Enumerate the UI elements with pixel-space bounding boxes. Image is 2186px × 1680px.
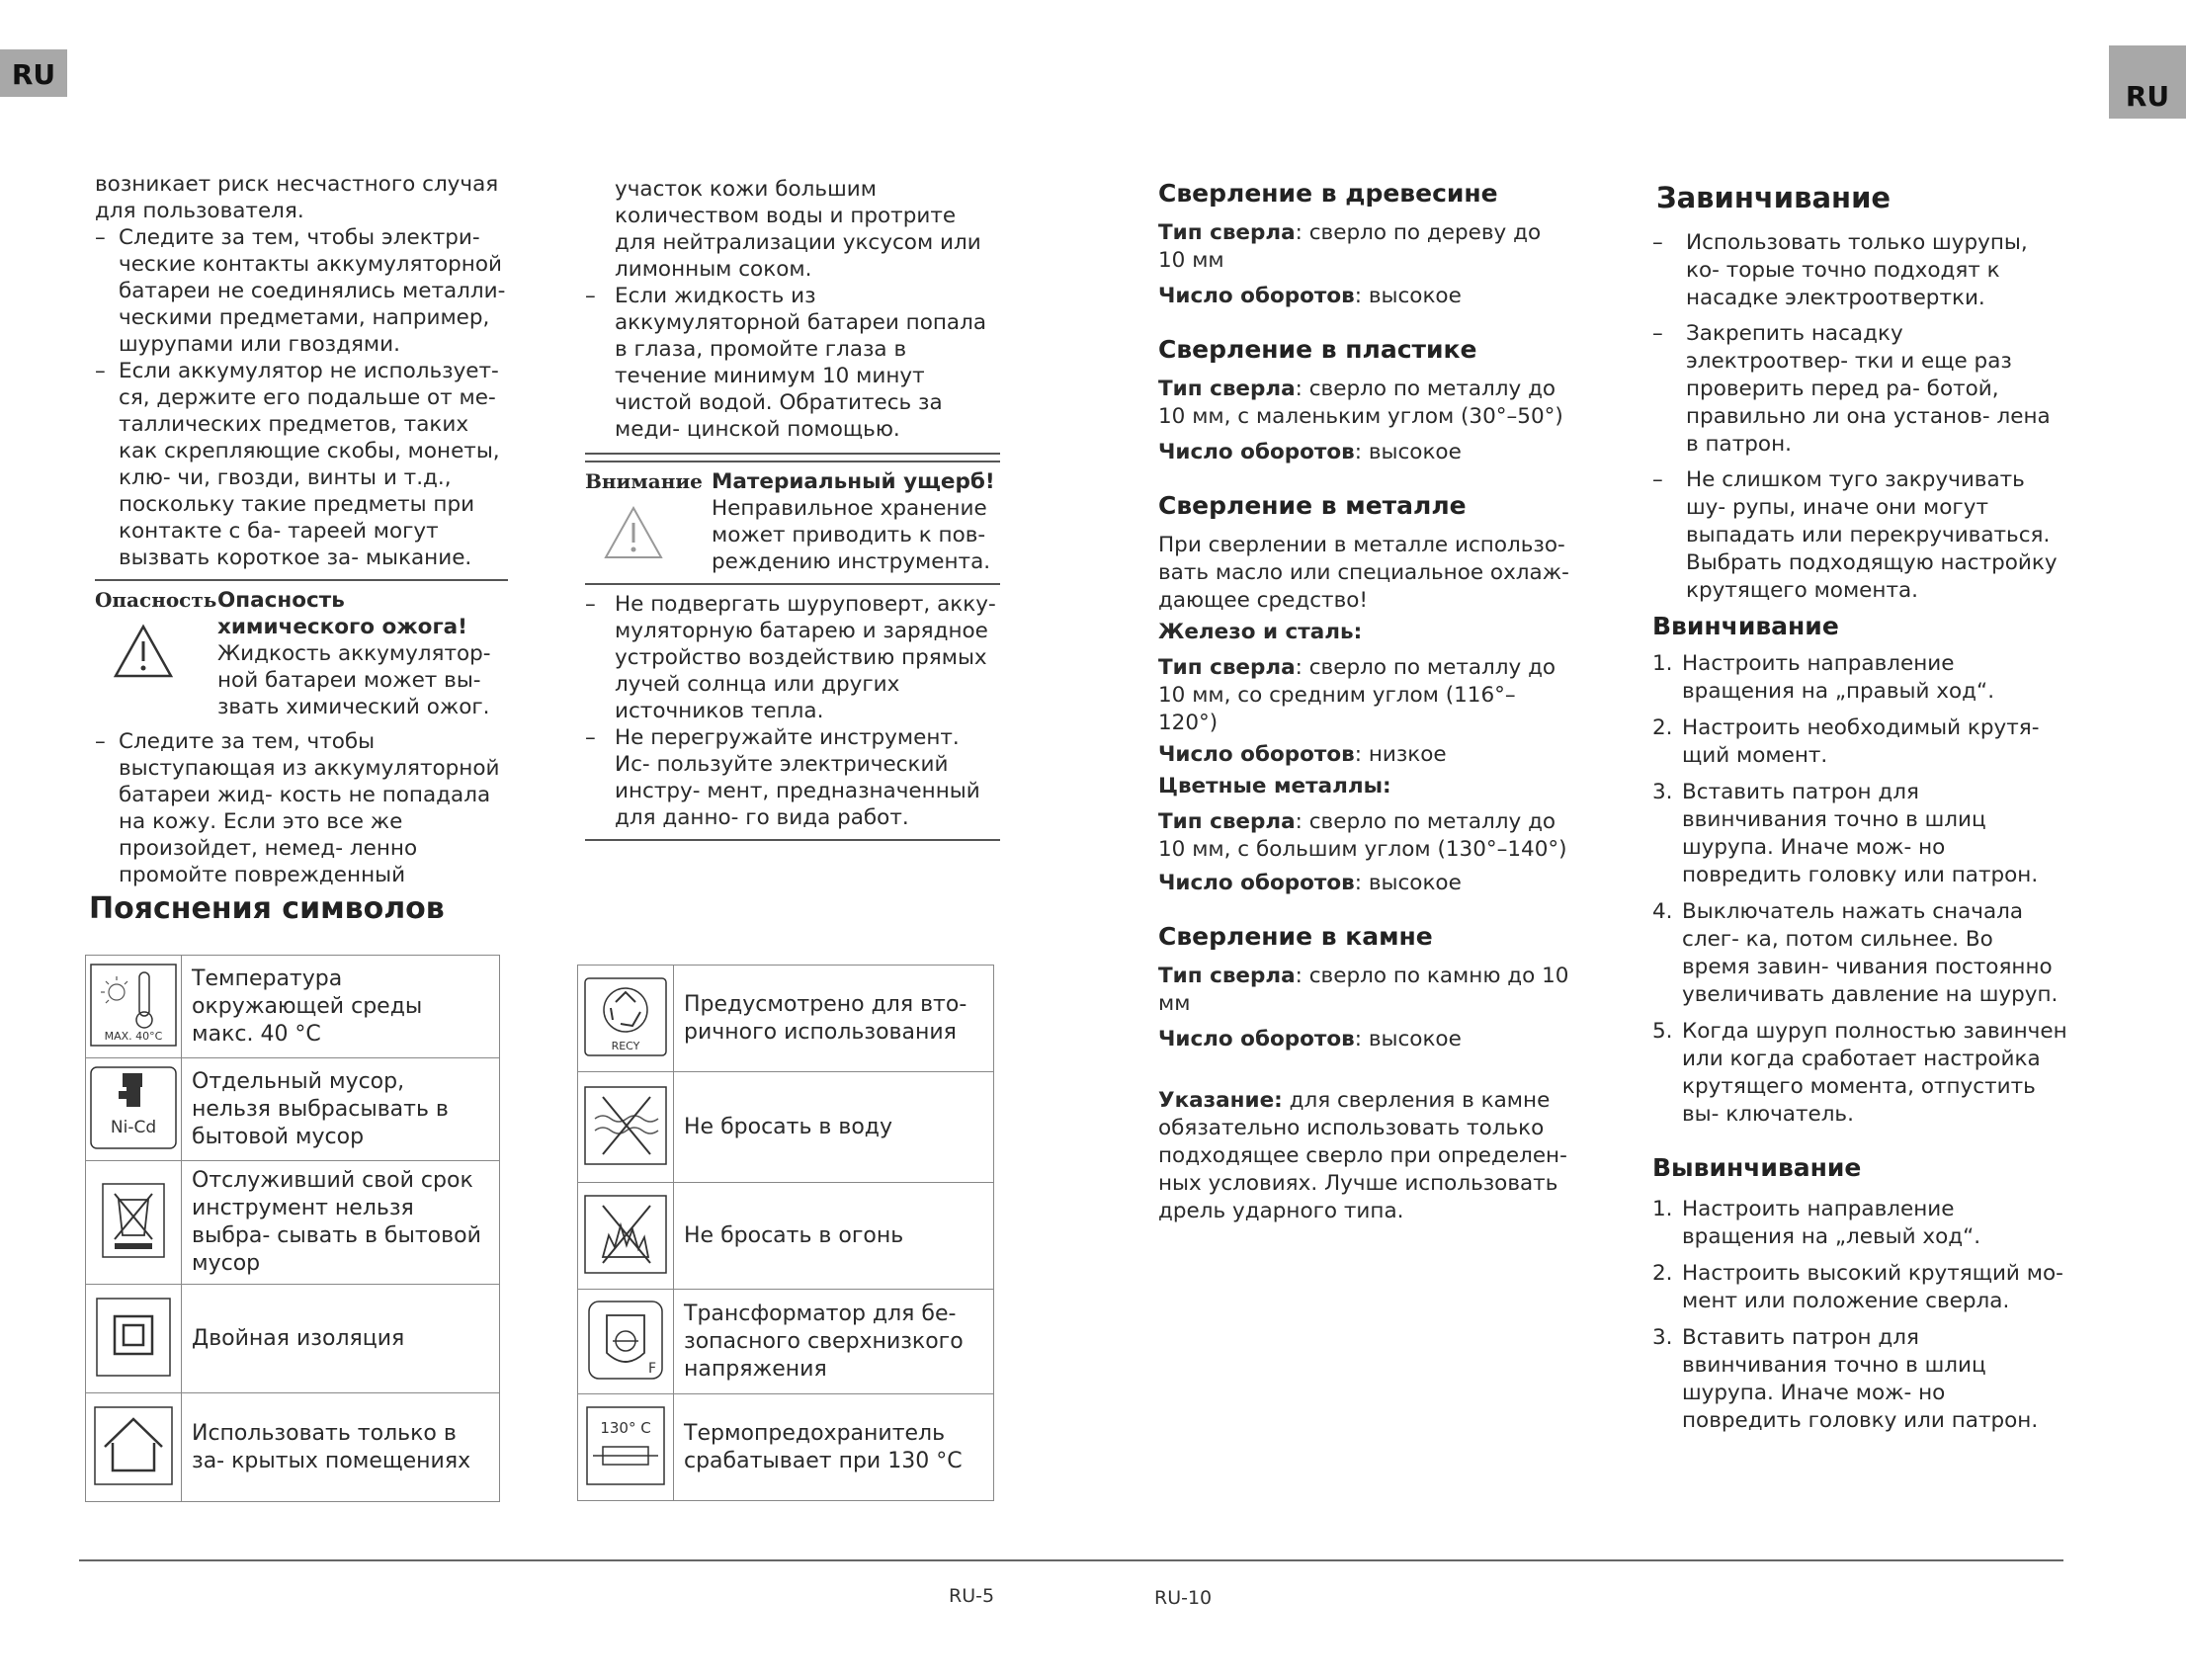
right-column-1	[1158, 180, 1573, 1225]
list-item: – Следите за тем, чтобы электри- ческие контакты аккумуляторной батареи не соединялись металли- ческими предметами, например, шурупами или гвоздями.	[95, 225, 506, 357]
divider	[585, 583, 1000, 585]
symbol-description: Не бросать в огонь	[674, 1183, 994, 1290]
attention-notice	[585, 468, 1000, 575]
symbols-table-right	[577, 965, 994, 1501]
list-item: 1. Настроить направление вращения на „правый ход“.	[1652, 651, 1995, 704]
symbol-description: Использовать только в за- крытых помещениях	[182, 1393, 500, 1502]
list-item: 2. Настроить необходимый крутя- щий момент.	[1652, 715, 2040, 768]
attention-text: Неправильное хранение может приводить к пов- реждению инструмента.	[712, 496, 991, 574]
note: Указание: для сверления в камне обязательно использовать только подходящее сверло при определен- ных условиях. Лучше использовать дрель ударного типа.	[1158, 1088, 1567, 1223]
warning-triangle-icon	[113, 624, 217, 686]
svg-text:F: F	[647, 1360, 657, 1377]
list-item: 3. Вставить патрон для ввинчивания точно в шлиц шурупа. Иначе мож- но повредить головку или патрон.	[1652, 1325, 2039, 1433]
house-icon	[89, 1403, 178, 1492]
table-row	[578, 966, 994, 1072]
page-number-right: RU-10	[1154, 1587, 1213, 1609]
drill-type: Тип сверла: сверло по металлу до 10 мм, с большим углом (130°–140°)	[1158, 809, 1567, 862]
warning-triangle-icon	[603, 505, 712, 567]
table-row	[86, 1393, 500, 1502]
speed: Число оборотов: низкое	[1158, 742, 1447, 767]
symbol-description: Двойная изоляция	[182, 1285, 500, 1393]
crossed-bin-icon	[89, 1178, 178, 1267]
list-item: 2. Настроить высокий крутящий мо- мент или положение сверла.	[1652, 1261, 2063, 1313]
list-item: – Если жидкость из аккумуляторной батареи попала в глаза, промойте глаза в течение минимум 10 минут чистой водой. Обратитесь за меди- цинской помощью.	[585, 284, 987, 442]
intro-text: возникает риск несчастного случая для пользователя.	[95, 172, 499, 223]
table-row	[86, 1058, 500, 1161]
divider	[585, 453, 1000, 455]
attention-title: Материальный ущерб!	[712, 469, 995, 494]
no-water-icon	[581, 1083, 670, 1172]
language-tab-left: RU	[0, 49, 67, 97]
continued-text: участок кожи большим количеством воды и протрите для нейтрализации уксусом или лимонным соком.	[615, 177, 981, 282]
table-row	[578, 1290, 994, 1394]
list-item: 4. Выключатель нажать сначала слег- ка, потом сильнее. Во время завин- чивания постоянно увеличивать давление на шуруп.	[1652, 899, 2059, 1007]
section-heading: Сверление в пластике	[1158, 335, 1477, 364]
section-heading: Ввинчивание	[1652, 612, 1839, 640]
svg-text:MAX. 40°C: MAX. 40°C	[104, 1029, 163, 1043]
symbol-description: Трансформатор для бе- зопасного сверхнизкого напряжения	[674, 1290, 994, 1394]
list-item: – Не подвергать шуруповерт, акку- муляторную батарею и зарядное устройство воздействию прямых лучей солнца или других источников тепла.	[585, 592, 996, 723]
double-insulation-icon	[89, 1295, 178, 1384]
danger-text: Жидкость аккумулятор- ной батареи может вы- звать химический ожог.	[217, 641, 491, 719]
table-row	[578, 1394, 994, 1501]
list-item: – Не перегружайте инструмент. Ис- пользуйте электрический инстру- мент, предназначенный для данно- го вида работ.	[585, 725, 980, 830]
list-item: – Не слишком туго закручивать шу- рупы, иначе они могут выпадать или перекручиваться. Выбрать подходящую настройку крутящего момента.	[1652, 467, 2058, 603]
sub-label: Железо и сталь:	[1158, 620, 1363, 644]
svg-text:RECY: RECY	[611, 1039, 640, 1052]
speed: Число оборотов: высокое	[1158, 284, 1462, 308]
svg-text:130° C: 130° C	[600, 1418, 651, 1437]
list-item: – Следите за тем, чтобы выступающая из аккумуляторной батареи жид- кость не попадала на кожу. Если это все же произойдет, немед- ленно промойте поврежденный	[95, 729, 500, 887]
drill-type: Тип сверла: сверло по камню до 10 мм	[1158, 964, 1569, 1016]
danger-label: Опасность	[95, 588, 217, 612]
list-item: – Использовать только шурупы, ко- торые точно подходят к насадке электроотвертки.	[1652, 230, 2028, 310]
drill-type: Тип сверла: сверло по дереву до 10 мм	[1158, 220, 1542, 273]
danger-notice	[95, 587, 508, 720]
language-tab-right: RU	[2109, 45, 2186, 119]
symbol-description: Не бросать в воду	[674, 1072, 994, 1183]
symbol-description: Термопредохранитель срабатывает при 130 °C	[674, 1394, 994, 1501]
footer-rule	[79, 1559, 2063, 1561]
table-row	[86, 956, 500, 1058]
symbol-description: Предусмотрено для вто- ричного использования	[674, 966, 994, 1072]
sub-label: Цветные металлы:	[1158, 774, 1391, 798]
symbols-heading: Пояснения символов	[89, 891, 445, 926]
danger-title: Опасность химического ожога!	[217, 588, 467, 639]
section-heading: Сверление в камне	[1158, 922, 1433, 951]
speed: Число оборотов: высокое	[1158, 871, 1462, 895]
symbol-description: Отслуживший свой срок инструмент нельзя выбра- сывать в бытовой мусор	[182, 1161, 500, 1285]
recycle-icon	[581, 974, 670, 1063]
divider	[585, 461, 1000, 462]
table-row	[578, 1183, 994, 1290]
battery-disposal-icon	[89, 1065, 178, 1154]
section-heading: Завинчивание	[1656, 181, 1892, 214]
list-item: – Если аккумулятор не использует- ся, держите его подальше от ме- таллических предметов, таких как скрепляющие скобы, монеты, клю- чи, гвозди, винты и т.д., поскольку такие предметы при контакте с ба- тареей могут вызвать короткое за- мыкание.	[95, 359, 500, 570]
transformer-icon	[581, 1298, 670, 1386]
list-item: 3. Вставить патрон для ввинчивания точно в шлиц шурупа. Иначе мож- но повредить головку или патрон.	[1652, 780, 2039, 887]
speed: Число оборотов: высокое	[1158, 1027, 1462, 1051]
list-item: 1. Настроить направление вращения на „левый ход“.	[1652, 1197, 1981, 1249]
attention-label: Внимание	[585, 469, 703, 493]
left-column-1	[95, 171, 508, 888]
list-item: – Закрепить насадку электроотвер- тки и еще раз проверить перед ра- ботой, правильно ли она установ- лена в патрон.	[1652, 321, 2051, 457]
svg-text:Ni-Cd: Ni-Cd	[110, 1117, 157, 1137]
table-row	[86, 1161, 500, 1285]
section-heading: Сверление в древесине	[1158, 179, 1498, 208]
list-item: 5. Когда шуруп полностью завинчен или когда сработает настройка крутящего момента, отпустить вы- ключатель.	[1652, 1019, 2067, 1127]
speed: Число оборотов: высокое	[1158, 440, 1462, 464]
table-row	[578, 1072, 994, 1183]
section-heading: Вывинчивание	[1652, 1153, 1862, 1182]
section-heading: Сверление в металле	[1158, 491, 1467, 520]
divider	[95, 579, 508, 581]
thermal-fuse-icon	[581, 1403, 670, 1492]
symbol-description: Отдельный мусор, нельзя выбрасывать в бытовой мусор	[182, 1058, 500, 1161]
divider	[585, 839, 1000, 841]
no-fire-icon	[581, 1192, 670, 1281]
left-column-2	[585, 176, 1000, 847]
table-row	[86, 1285, 500, 1393]
right-column-2	[1652, 181, 2067, 1444]
drill-type: Тип сверла: сверло по металлу до 10 мм, со средним углом (116°–120°)	[1158, 655, 1556, 735]
symbol-description: Температура окружающей среды макс. 40 °C	[182, 956, 500, 1058]
metal-text: При сверлении в металле использо- вать масло или специальное охлаж- дающее средство!	[1158, 533, 1569, 613]
page-number-left: RU-5	[949, 1585, 995, 1607]
drill-type: Тип сверла: сверло по металлу до 10 мм, с маленьким углом (30°–50°)	[1158, 377, 1563, 429]
thermometer-icon	[89, 963, 178, 1051]
symbols-table-left	[85, 955, 500, 1502]
